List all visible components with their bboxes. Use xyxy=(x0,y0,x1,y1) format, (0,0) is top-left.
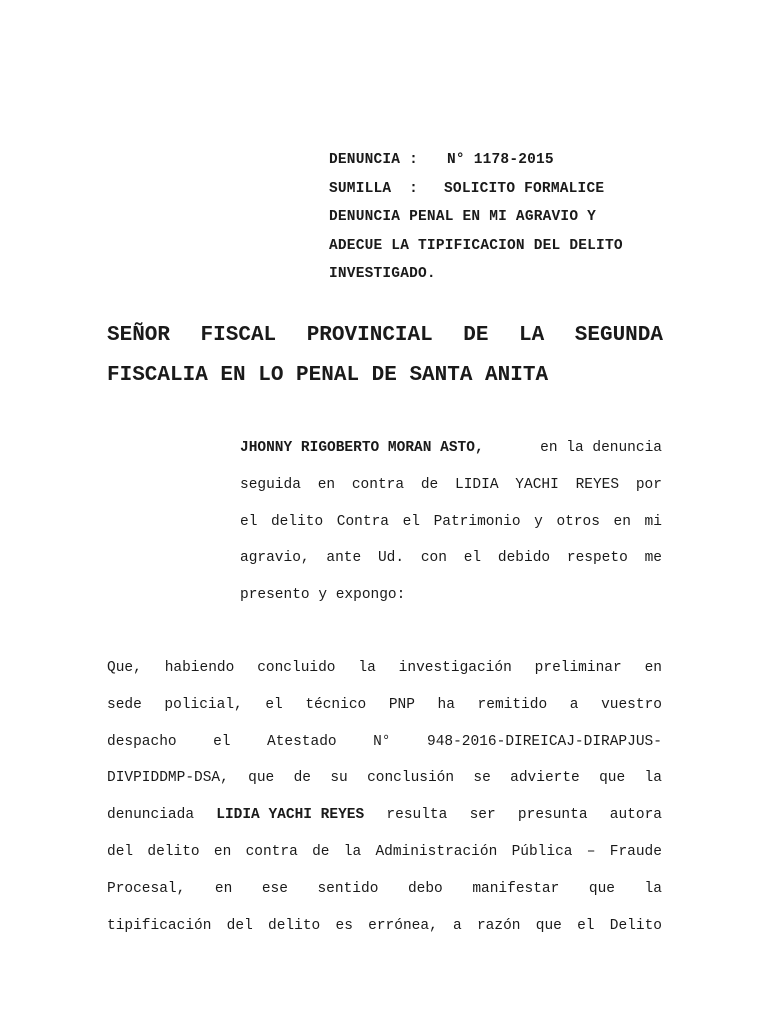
word: DIVPIDDMP-DSA, xyxy=(107,770,229,787)
word: REYES xyxy=(575,476,620,493)
body-line xyxy=(107,724,662,761)
word: de xyxy=(312,843,330,860)
denuncia-row xyxy=(329,146,689,175)
word: tipificación xyxy=(107,917,212,934)
word: investigación xyxy=(398,660,512,676)
word: es xyxy=(335,917,353,934)
word: el xyxy=(463,550,482,567)
word: de xyxy=(420,476,439,493)
word: se xyxy=(473,770,491,787)
word: que xyxy=(588,880,615,897)
intro-line: presento y expongo: xyxy=(240,587,406,604)
denuncia-label: DENUNCIA : xyxy=(329,152,419,168)
word: el xyxy=(213,733,231,750)
word: a xyxy=(569,696,579,713)
word: sentido xyxy=(317,880,379,897)
word: Patrimonio xyxy=(433,513,521,530)
petitioner-name: JHONNY RIGOBERTO MORAN ASTO, xyxy=(240,440,484,456)
word: debo xyxy=(407,880,443,897)
word: ese xyxy=(261,880,288,897)
word: preliminar xyxy=(534,660,622,676)
addressee-line: FISCALIA EN LO PENAL DE SANTA ANITA xyxy=(107,364,549,387)
addressee-line xyxy=(107,316,663,356)
word: Administración xyxy=(375,843,498,860)
body-line xyxy=(107,871,662,908)
word: del xyxy=(107,843,134,860)
word: Delito xyxy=(609,917,662,934)
word: Contra xyxy=(336,513,389,530)
word: su xyxy=(330,770,348,787)
body-line xyxy=(107,834,662,871)
word: – xyxy=(586,843,596,860)
word: agravio, xyxy=(240,550,310,567)
word: conclusión xyxy=(367,770,455,787)
word: me xyxy=(644,550,662,567)
word: despacho xyxy=(107,733,177,750)
word: la xyxy=(644,770,662,787)
body-line xyxy=(107,760,662,797)
word: la xyxy=(343,843,362,860)
word: razón xyxy=(476,917,521,934)
word: el xyxy=(240,513,258,530)
denuncia-number: N° 1178-2015 xyxy=(447,152,554,168)
sumilla-text-line: ADECUE LA TIPIFICACION DEL DELITO xyxy=(329,237,623,254)
word: que xyxy=(535,917,562,934)
word: por xyxy=(635,476,662,493)
body-text: denunciada xyxy=(107,807,195,824)
word: YACHI xyxy=(515,476,559,493)
word: delito xyxy=(147,843,200,860)
word: Atestado xyxy=(267,733,337,750)
intro-line xyxy=(240,504,662,541)
sumilla-text-line: INVESTIGADO. xyxy=(329,266,436,282)
accused-name: LIDIA YACHI REYES xyxy=(216,807,365,824)
word: y xyxy=(534,513,543,530)
word: errónea, xyxy=(368,917,438,934)
addressee-word: SEGUNDA xyxy=(574,324,663,347)
word: en xyxy=(613,513,631,530)
word: Que, xyxy=(107,660,142,676)
word: LIDIA xyxy=(455,476,499,493)
intro-line xyxy=(240,540,662,577)
word: en xyxy=(213,843,232,860)
word: respeto xyxy=(566,550,628,567)
word: policial, xyxy=(164,696,243,713)
word: que xyxy=(248,770,275,787)
word: que xyxy=(599,770,626,787)
addressee-word: FISCAL xyxy=(200,324,277,347)
word: en xyxy=(644,660,662,676)
word: delito xyxy=(268,917,321,934)
word: sede xyxy=(107,696,142,713)
word: advierte xyxy=(510,770,580,787)
word: autora xyxy=(609,807,662,824)
word: manifestar xyxy=(472,880,560,897)
word: con xyxy=(420,550,447,567)
addressee-heading xyxy=(107,316,663,396)
word: la xyxy=(358,660,376,676)
intro-line xyxy=(240,467,662,504)
word: remitido xyxy=(477,696,548,713)
word: otros xyxy=(556,513,600,530)
addressee-word: LA xyxy=(519,324,545,347)
word: Fraude xyxy=(609,843,662,860)
word: concluido xyxy=(257,660,336,676)
addressee-word: DE xyxy=(463,324,489,347)
word: Procesal, xyxy=(107,880,186,897)
word: mi xyxy=(644,513,662,530)
word: el xyxy=(577,917,595,934)
intro-text: en la denuncia xyxy=(540,440,662,456)
word: en xyxy=(317,476,336,493)
word: contra xyxy=(245,843,298,860)
word: el xyxy=(402,513,420,530)
word: Ud. xyxy=(377,550,405,567)
word: ante xyxy=(326,550,362,567)
sumilla-label: SUMILLA : xyxy=(329,180,419,197)
word: resulta xyxy=(386,807,448,824)
body-line xyxy=(107,687,662,724)
word: ser xyxy=(469,807,496,824)
word: N° xyxy=(373,733,391,750)
sumilla-text-line: SOLICITO FORMALICE xyxy=(444,180,605,197)
word: debido xyxy=(497,550,551,567)
word: presunta xyxy=(517,807,588,824)
intro-paragraph xyxy=(240,430,662,614)
word: del xyxy=(226,917,253,934)
word: PNP xyxy=(388,696,415,713)
body-line xyxy=(107,908,662,945)
word: 948-2016-DIREICAJ-DIRAPJUS- xyxy=(427,733,662,750)
word: delito xyxy=(270,513,324,530)
addressee-word: SEÑOR xyxy=(107,324,171,347)
word: seguida xyxy=(240,476,301,493)
word: vuestro xyxy=(601,696,662,713)
word: contra xyxy=(351,476,405,493)
word: ha xyxy=(437,696,455,713)
sumilla-text-line: DENUNCIA PENAL EN MI AGRAVIO Y xyxy=(329,209,597,225)
word: de xyxy=(293,770,311,787)
word: técnico xyxy=(305,696,367,713)
case-reference-block xyxy=(329,146,689,289)
body-line xyxy=(107,797,662,834)
addressee-word: PROVINCIAL xyxy=(306,324,433,347)
word: el xyxy=(265,696,283,713)
word: la xyxy=(644,880,662,897)
word: habiendo xyxy=(164,660,235,676)
word: a xyxy=(453,917,462,934)
body-line xyxy=(107,650,662,687)
word: Pública xyxy=(511,843,573,860)
sumilla-row xyxy=(329,175,689,204)
body-paragraph xyxy=(107,650,662,944)
intro-line xyxy=(240,430,662,467)
word: en xyxy=(214,880,233,897)
